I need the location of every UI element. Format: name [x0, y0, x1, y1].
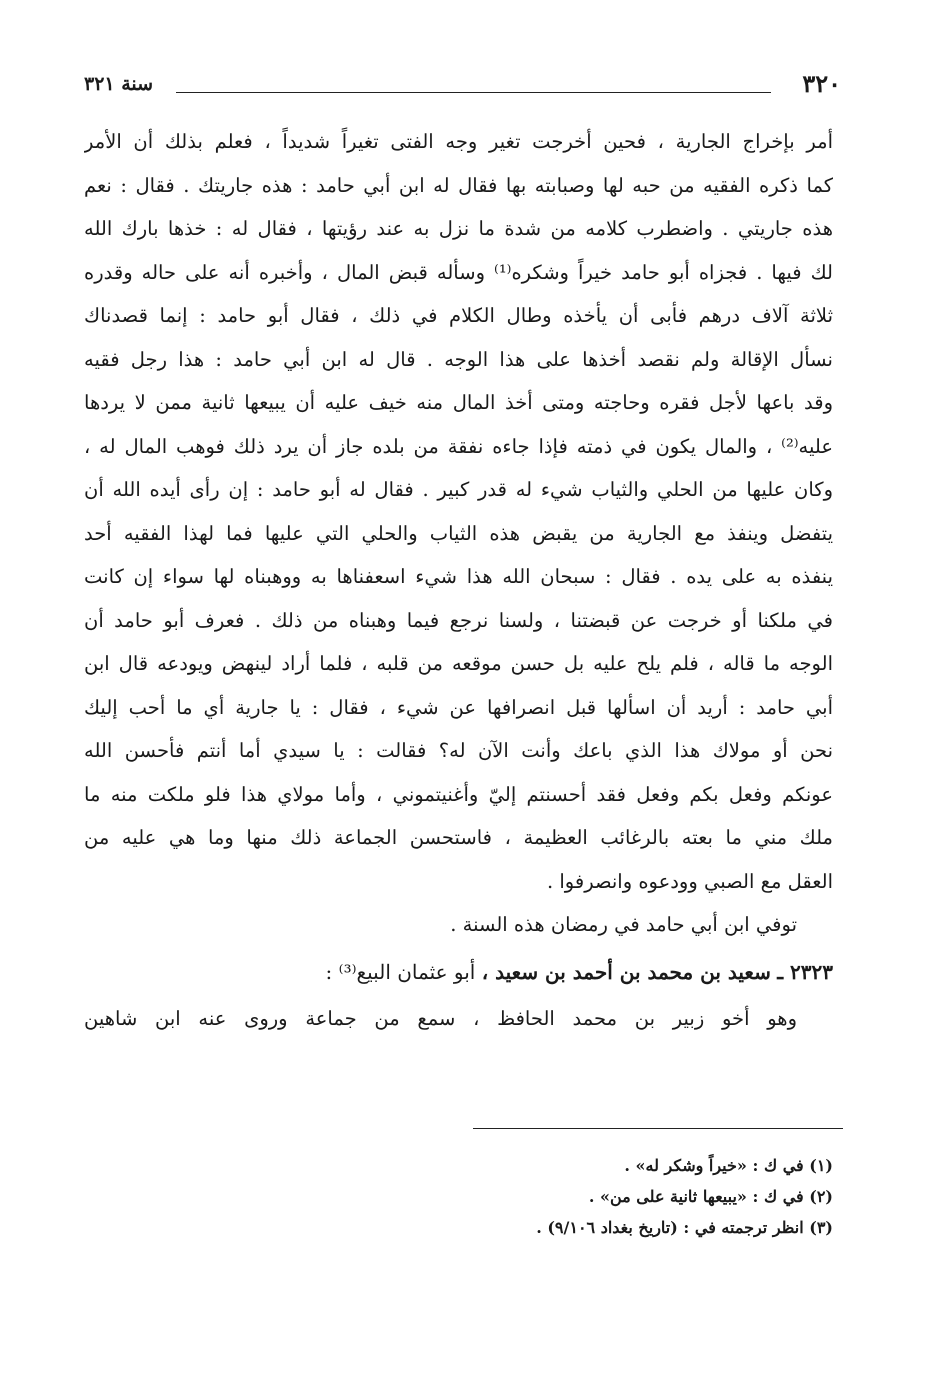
entry-heading: [84, 947, 833, 997]
header-rule: [176, 92, 771, 93]
text-line: العقل مع الصبي وودعوه وانصرفوا .: [546, 869, 833, 893]
text-line: ملك مني ما بعته بالرغائب العظيمة ، فاستحسن الجماعة ذلك منها وما هي عليه من: [84, 826, 833, 849]
text-line: في ملكنا أو خرجت عن قبضتنا ، ولسنا نرجع فيما وهبناه من ذلك . فعرف أبو حامد أن: [84, 608, 833, 632]
text-line: وكان عليها من الحلي والثياب شيء له قدر كبير . فقال له أبو حامد : إن رأى أيده الله أن: [84, 478, 833, 501]
footnotes: [300, 1150, 833, 1243]
text-line: وقد باعها لأجل فقره وحاجته ومتى أخذ المال منه خيف عليه أن يبيعها ثانية ممن لا يردها: [84, 391, 833, 414]
footnote-rule: [473, 1128, 843, 1129]
text-line: يتفضل وينفذ مع الجارية من يقبض هذه الثياب والحلي التي عليها فما لهذا الفقيه أحد: [84, 521, 833, 545]
entry-kunya: أبو عثمان البيع⁽³⁾ :: [325, 959, 476, 984]
text-line: ثلاثة آلاف درهم فأبى أن يأخذه وطال الكلام في ذلك ، فقال أبو حامد : إنما قصدناك: [84, 304, 833, 327]
page-number: ٣٢٠: [802, 69, 841, 98]
footnote: (٣) انظر ترجمته في : (تاريخ بغداد ٩/١٠٦) .: [536, 1218, 833, 1237]
entry-name: سعيد بن محمد بن أحمد بن سعيد ،: [481, 959, 771, 984]
entry-text: وهو أخو زبير بن محمد الحافظ ، سمع من جماعة وروى عنه ابن شاهين: [84, 1006, 797, 1030]
main-text: [84, 120, 833, 1040]
text-line: أبي حامد : أريد أن اسألها قبل انصرافها عن شيء ، فقال : يا جارية أي ما أحب إليك: [84, 695, 833, 719]
entry-number: ٢٣٢٣ ـ: [777, 959, 833, 984]
footnote: (٢) في ك : «يبيعها ثانية على من» .: [588, 1187, 833, 1206]
text-line: لك فيها . فجزاه أبو حامد خيراً وشكره⁽¹⁾ وسأله قبض المال ، وأخبره أنه على حاله وقدره: [84, 260, 833, 284]
text-line: أمر بإخراج الجارية ، فحين أخرجت تغير وجه الفتى تغيراً شديداً ، فعلم بذلك أن الأمر: [84, 130, 833, 153]
text-line: ينفذه به على يده . فقال : سبحان الله هذا شيء اسعفناها به ووهبناه لها سواء إن كانت: [84, 565, 833, 588]
running-head: سنة ٣٢١: [84, 73, 154, 95]
text-line: الوجه ما قاله ، فلم يلح عليه بل حسن موقعه من قلبه ، فلما أراد لينهض ويودعه قال ابن: [84, 652, 833, 675]
text-line: هذه جاريتي . واضطرب كلامه من شدة ما نزل به عند رؤيتها ، فقال له : خذها بارك الله: [84, 217, 833, 240]
text-line: عونكم وفعل بكم وفعل فقد أحسنتم إليّ وأغنيتموني ، وأما مولاي هذا فلو ملكت منه ما: [84, 782, 833, 806]
text-line: نسأل الإقالة ولم نقصد أخذها على هذا الوجه . قال له ابن أبي حامد : هذا رجل فقيه: [84, 347, 833, 371]
text-line: نحن أو مولاك هذا الذي باعك وأنت الآن له؟ فقالت : يا سيدي أما أنتم فأحسن الله: [84, 739, 833, 762]
text-line: عليه⁽²⁾ ، والمال يكون في ذمته فإذا جاءه نفقة من بلده جاز أن يرد ذلك فوهب المال له ،: [84, 434, 833, 458]
closing-line: توفي ابن أبي حامد في رمضان هذه السنة .: [450, 913, 797, 936]
footnote: (١) في ك : «خيراً وشكر له» .: [624, 1156, 833, 1175]
text-line: كما ذكره الفقيه من حبه لها وصبابته بها فقال له ابن أبي حامد : هذه جاريتك . فقال : نعم: [84, 173, 833, 197]
page-header: [84, 66, 841, 102]
